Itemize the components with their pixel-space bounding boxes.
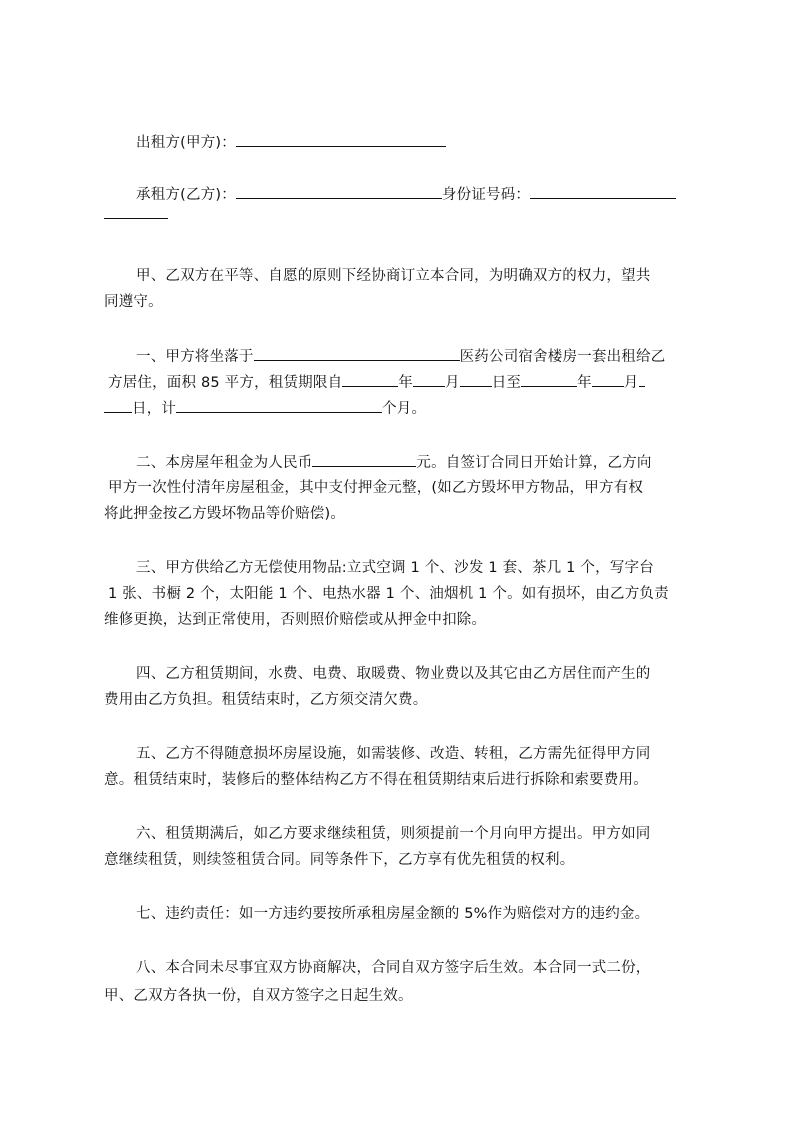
clause-6-line-1: 六、租赁期满后，如乙方要求继续租赁，则须提前一个月向甲方提出。甲方如同	[136, 826, 651, 842]
clause-5-line-1: 五、乙方不得随意损坏房屋设施，如需装修、改造、转租，乙方需先征得甲方同	[136, 746, 651, 762]
clause-2-line-2: 甲方一次性付清年房屋租金，其中支付押金元整，(如乙方毁坏甲方物品，甲方有权	[108, 480, 644, 496]
clause-2-line-1	[136, 452, 652, 473]
clause-4-line-2: 费用由乙方负担。租赁结束时，乙方须交清欠费。	[104, 692, 428, 708]
clause-8-line-2: 甲、乙双方各执一份，自双方签字之日起生效。	[104, 988, 413, 1004]
month-label: 月	[623, 375, 639, 391]
id-number-continued	[104, 204, 168, 225]
clause-4-line-1: 四、乙方租赁期间，水费、电费、取暖费、物业费以及其它由乙方居住而产生的	[136, 666, 651, 682]
clause-3-line-1: 三、甲方供给乙方无偿使用物品:立式空调 1 个、沙发 1 套、茶几 1 个，写字台	[136, 560, 654, 576]
total-months-blank[interactable]	[176, 398, 382, 413]
clause-3-line-2: 1 张、书橱 2 个，太阳能 1 个、电热水器 1 个、油烟机 1 个。如有损坏，由乙方负责	[108, 586, 669, 602]
clause-6-line-2: 意继续租赁，则续签租赁合同。同等条件下，乙方享有优先租赁的权利。	[104, 852, 575, 868]
lessee-name-blank[interactable]	[236, 184, 442, 199]
clause-1-area-term: 方居住，面积 85 平方，租赁期限自	[108, 375, 343, 391]
intro-line-1: 甲、乙双方在平等、自愿的原则下经协商订立本合同，为明确双方的权力，望共	[136, 268, 651, 284]
start-year-blank[interactable]	[342, 372, 398, 387]
year-label: 年	[577, 375, 592, 391]
id-number-label: 身份证号码：	[441, 187, 531, 203]
day-to-label: 日至	[491, 375, 522, 391]
months-label: 个月。	[382, 401, 427, 417]
intro-line-2: 同遵守。	[104, 294, 163, 310]
location-blank[interactable]	[254, 346, 460, 361]
clause-3-line-3: 维修更换，达到正常使用，否则照价赔偿或从押金中扣除。	[104, 612, 487, 628]
clause-1-line-1	[136, 346, 665, 367]
lessee-line	[136, 184, 676, 205]
id-number-blank-continued[interactable]	[104, 204, 168, 219]
lessor-label: 出租方(甲方)：	[136, 135, 236, 151]
clause-2-line-3: 将此押金按乙方毁坏物品等价赔偿)。	[104, 506, 346, 522]
clause-7-line-1: 七、违约责任：如一方违约要按所承租房屋金额的 5%作为赔偿对方的违约金。	[136, 906, 650, 922]
month-label: 月	[444, 375, 460, 391]
start-day-blank[interactable]	[460, 372, 492, 387]
start-month-blank[interactable]	[413, 372, 445, 387]
clause-5-line-2: 意。租赁结束时，装修后的整体结构乙方不得在租赁期结束后进行拆除和索要费用。	[104, 772, 648, 788]
clause-1-location-label: 一、甲方将坐落于	[136, 349, 254, 365]
end-year-blank[interactable]	[521, 372, 577, 387]
clause-1-line-2	[108, 372, 645, 393]
clause-2-payment: 元。自签订合同日开始计算，乙方向	[416, 455, 652, 471]
lessee-label: 承租方(乙方)：	[136, 187, 236, 203]
lessor-name-blank[interactable]	[236, 132, 446, 147]
year-label: 年	[398, 375, 413, 391]
clause-8-line-1: 八、本合同未尽事宜双方协商解决，合同自双方签字后生效。本合同一式二份，	[136, 960, 651, 976]
end-day-blank-continued[interactable]	[104, 398, 132, 413]
end-month-blank[interactable]	[592, 372, 624, 387]
clause-1-line-3	[104, 398, 426, 419]
end-day-blank[interactable]	[639, 372, 645, 387]
day-total-label: 日，计	[132, 401, 177, 417]
clause-1-building: 医药公司宿舍楼房一套出租给乙	[459, 349, 666, 365]
id-number-blank[interactable]	[530, 184, 676, 199]
annual-rent-blank[interactable]	[312, 452, 416, 467]
clause-2-rent-label: 二、本房屋年租金为人民币	[136, 455, 313, 471]
lessor-line	[136, 132, 446, 153]
